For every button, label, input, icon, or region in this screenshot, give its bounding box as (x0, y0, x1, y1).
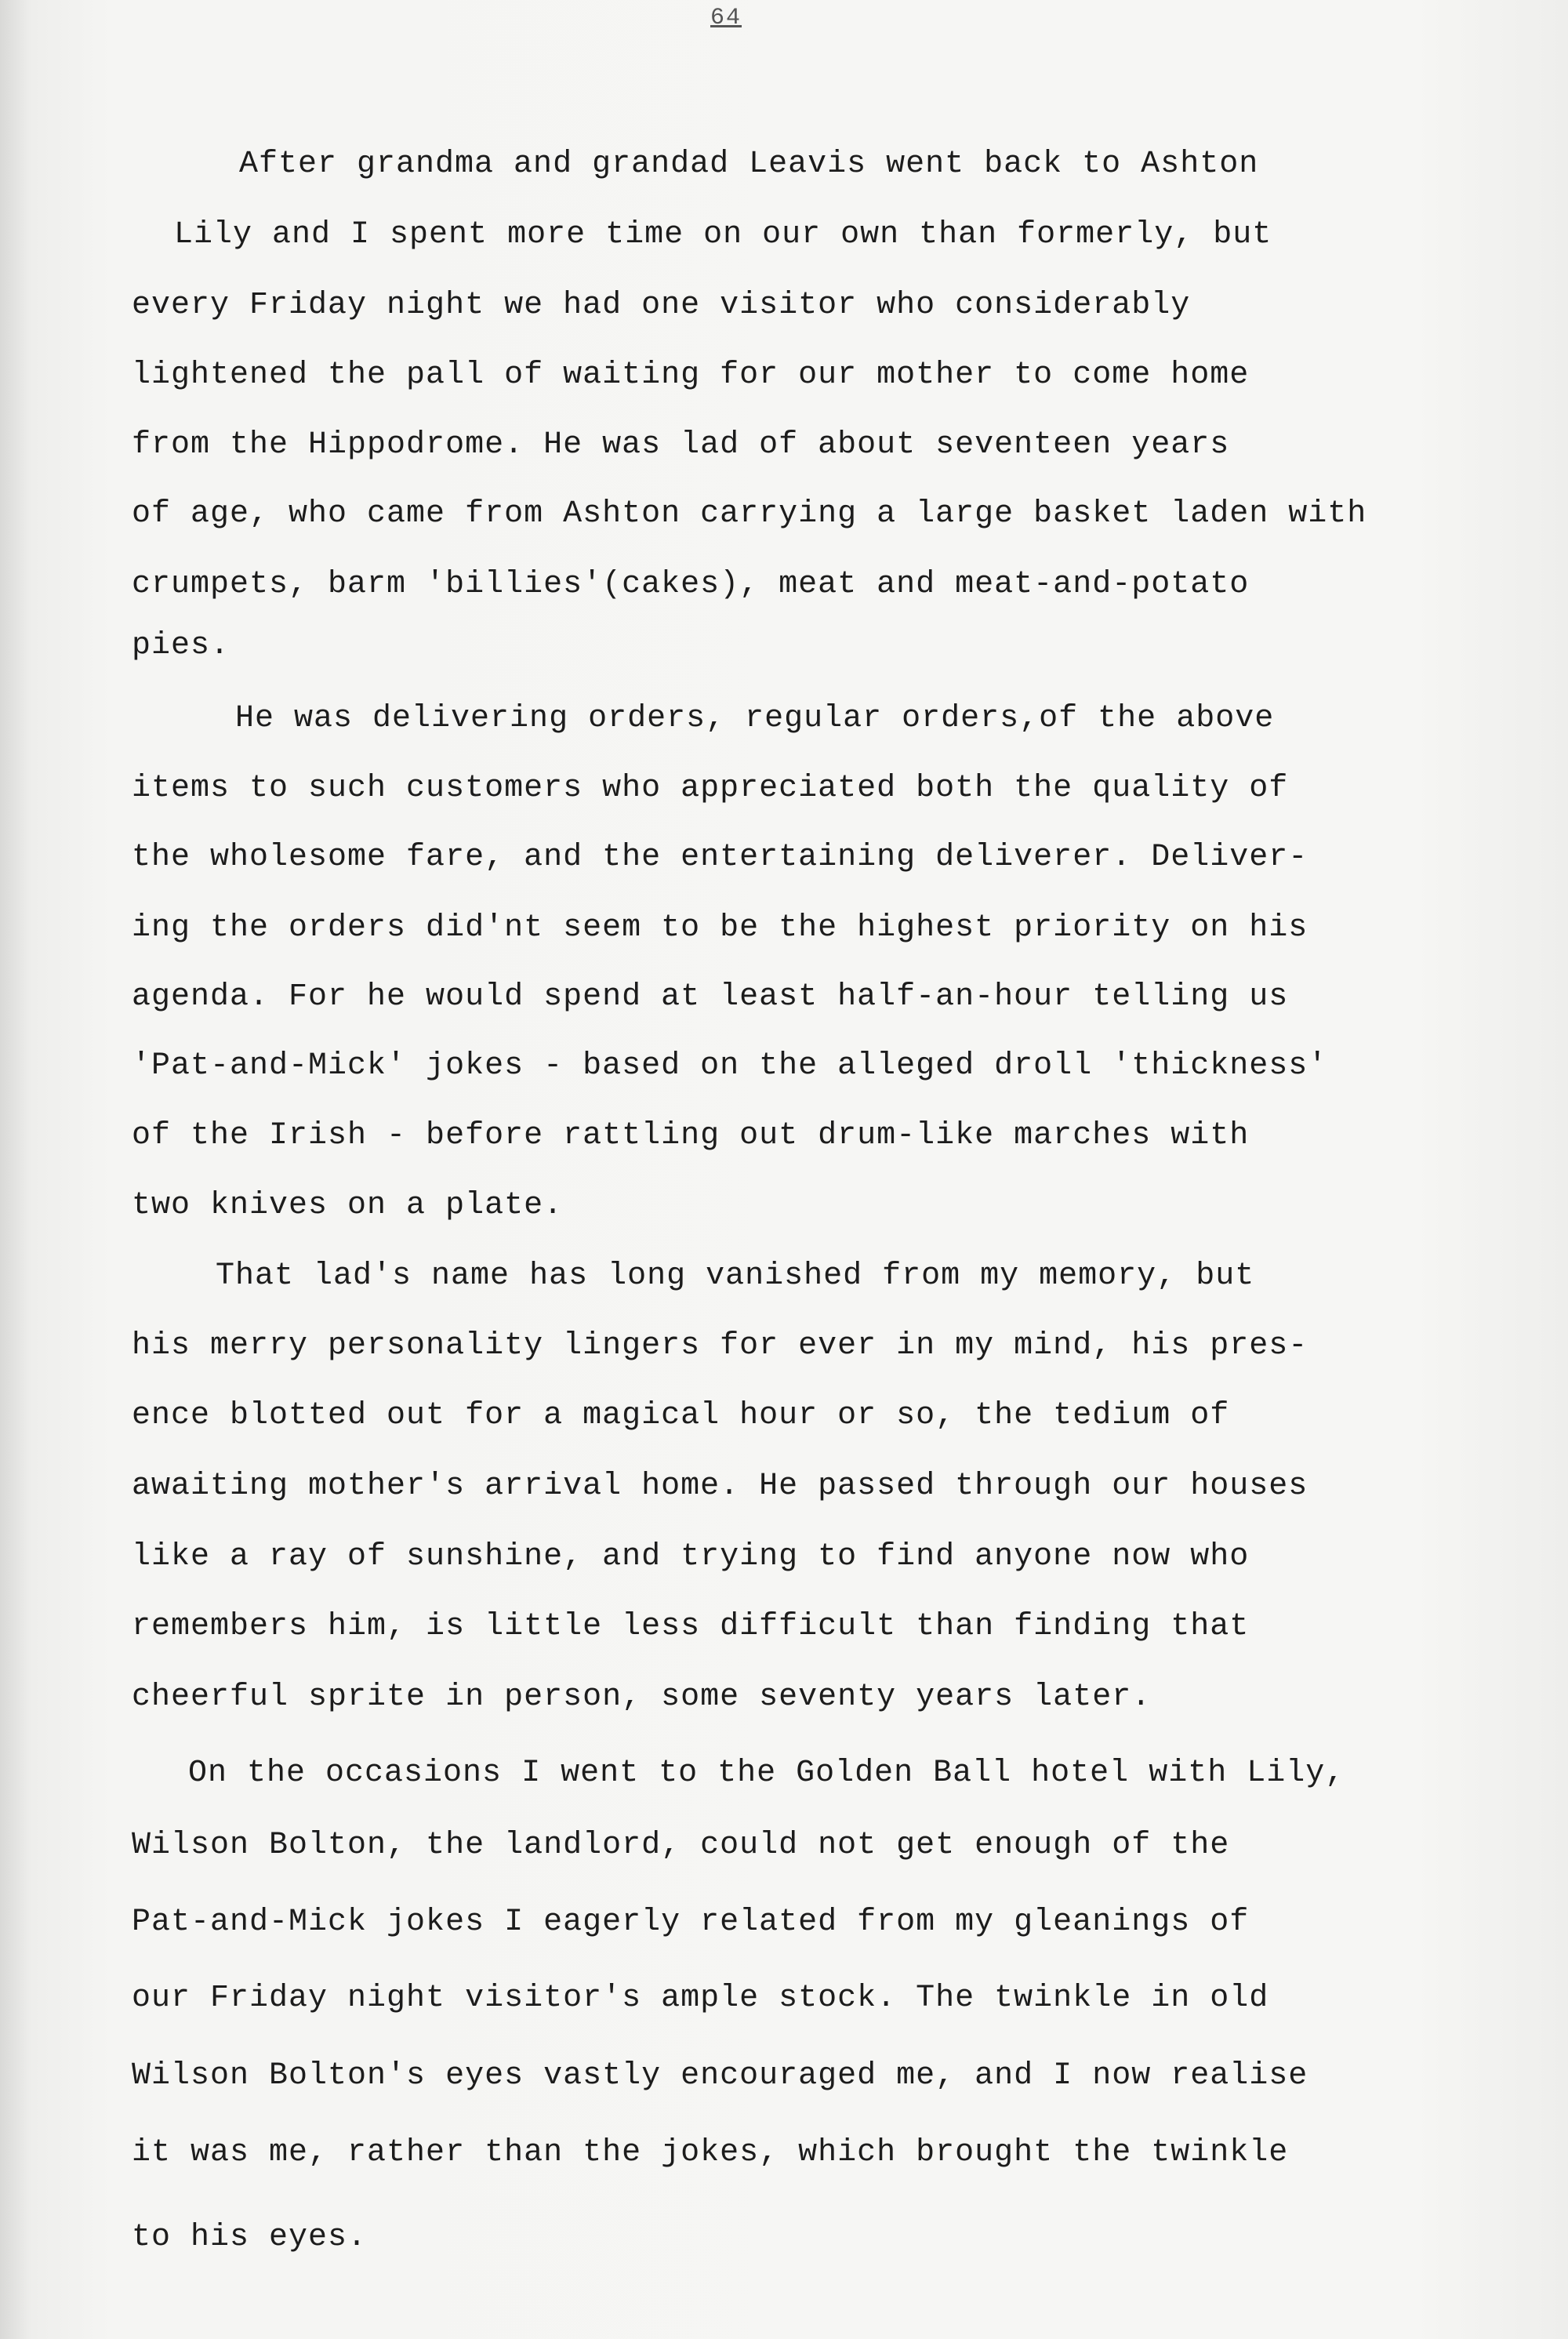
text-line: He was delivering orders, regular orders,of the above (235, 701, 1275, 736)
text-line: agenda. For he would spend at least half-an-hour telling us (132, 979, 1289, 1015)
text-line: his merry personality lingers for ever in my mind, his pres- (132, 1328, 1308, 1364)
text-line: That lad's name has long vanished from my memory, but (216, 1258, 1255, 1294)
text-line: two knives on a plate. (132, 1188, 564, 1223)
text-line: 'Pat-and-Mick' jokes - based on the alleged droll 'thickness' (132, 1048, 1328, 1084)
text-line: to his eyes. (132, 2220, 368, 2255)
text-line: it was me, rather than the jokes, which brought the twinkle (132, 2135, 1289, 2170)
text-line: Lily and I spent more time on our own than formerly, but (174, 217, 1272, 252)
text-line: awaiting mother's arrival home. He passed through our houses (132, 1469, 1308, 1504)
text-line: crumpets, barm 'billies'(cakes), meat and meat-and-potato (132, 567, 1250, 602)
text-line: On the occasions I went to the Golden Ball hotel with Lily, (188, 1756, 1345, 1791)
text-line: Wilson Bolton, the landlord, could not get enough of the (132, 1828, 1230, 1863)
text-line: ing the orders did'nt seem to be the highest priority on his (132, 910, 1308, 946)
text-line: from the Hippodrome. He was lad of about seventeen years (132, 427, 1230, 463)
text-line: ence blotted out for a magical hour or so, the tedium of (132, 1398, 1230, 1433)
text-line: After grandma and grandad Leavis went back to Ashton (239, 147, 1259, 182)
text-line: of age, who came from Ashton carrying a large basket laden with (132, 496, 1367, 532)
text-line: of the Irish - before rattling out drum-like marches with (132, 1118, 1250, 1153)
text-line: every Friday night we had one visitor who considerably (132, 288, 1191, 323)
page-number: 64 (710, 5, 742, 31)
text-line: our Friday night visitor's ample stock. The twinkle in old (132, 1981, 1269, 2016)
text-line: cheerful sprite in person, some seventy years later. (132, 1680, 1152, 1715)
text-line: like a ray of sunshine, and trying to find anyone now who (132, 1539, 1250, 1574)
text-line: items to such customers who appreciated both the quality of (132, 771, 1289, 806)
text-line: Wilson Bolton's eyes vastly encouraged me, and I now realise (132, 2058, 1308, 2094)
text-line: Pat-and-Mick jokes I eagerly related from my gleanings of (132, 1905, 1250, 1940)
text-line: pies. (132, 628, 230, 663)
text-line: remembers him, is little less difficult than finding that (132, 1609, 1250, 1644)
text-line: lightened the pall of waiting for our mother to come home (132, 358, 1250, 393)
text-line: the wholesome fare, and the entertaining deliverer. Deliver- (132, 840, 1308, 875)
